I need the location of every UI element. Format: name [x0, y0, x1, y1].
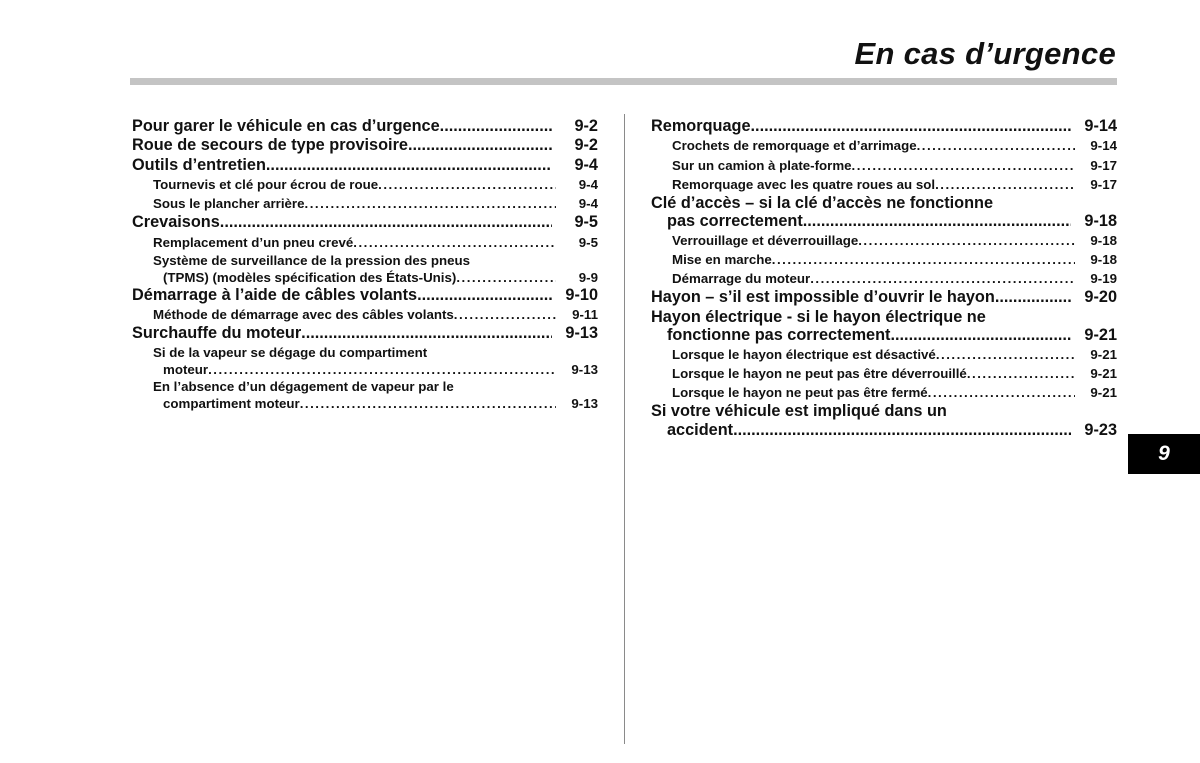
toc-entry-cle-acces-line2[interactable]	[651, 212, 1117, 231]
header-rule	[130, 78, 1117, 85]
toc-page-number: 9-13	[565, 324, 598, 343]
toc-entry-remorquage[interactable]	[651, 117, 1117, 136]
toc-entry-title: Démarrage du moteur	[672, 271, 811, 287]
toc-entry-title: Sous le plancher arrière	[153, 196, 305, 212]
toc-page-number: 9-21	[1090, 365, 1117, 381]
column-divider	[624, 114, 625, 744]
toc-subentry-hayon-deverrouille[interactable]	[651, 364, 1117, 383]
toc-subentry-vapeur-line1[interactable]: Si de la vapeur se dégage du compartiment	[153, 344, 428, 360]
toc-page-number: 9-18	[1090, 251, 1117, 267]
toc-entry-title: Remplacement d’un pneu crevé	[153, 234, 354, 250]
toc-entry-title: Lorsque le hayon électrique est désactivé	[672, 346, 936, 362]
toc-subentry-crochets[interactable]	[651, 136, 1117, 155]
toc-subentry-quatre-roues[interactable]	[651, 175, 1117, 194]
toc-entry-title: Remorquage avec les quatre roues au sol	[672, 176, 936, 192]
toc-entry-title: Méthode de démarrage avec des câbles volants	[153, 307, 454, 323]
toc-entry-hayon-electrique-line1[interactable]: Hayon électrique - si le hayon électrique ne	[651, 307, 986, 326]
toc-page-number: 9-4	[578, 196, 598, 212]
toc-subentry-demarrage-moteur[interactable]	[651, 269, 1117, 288]
toc-subentry-tpms-line2[interactable]	[132, 269, 598, 286]
toc-page-number: 9-13	[571, 395, 598, 411]
toc-subentry-tournevis[interactable]	[132, 175, 598, 194]
dot-leader	[440, 117, 552, 136]
toc-entry-surchauffe[interactable]	[132, 324, 598, 343]
dot-leader	[772, 250, 1075, 269]
toc-entry-title: Roue de secours de type provisoire	[132, 136, 408, 155]
dot-leader	[858, 231, 1075, 250]
dot-leader	[301, 324, 552, 343]
toc-subentry-methode[interactable]	[132, 305, 598, 324]
toc-entry-title: Sur un camion à plate-forme	[672, 157, 852, 173]
toc-entry-title: Pour garer le véhicule en cas d’urgence	[132, 117, 440, 135]
dot-leader	[305, 194, 556, 213]
toc-subentry-camion[interactable]	[651, 156, 1117, 175]
dot-leader	[935, 175, 1075, 194]
toc-subentry-absence-vapeur-line2[interactable]	[132, 395, 598, 412]
dot-leader	[928, 383, 1075, 402]
dot-leader	[967, 364, 1075, 383]
dot-leader	[266, 156, 552, 175]
toc-subentry-verrouillage[interactable]	[651, 231, 1117, 250]
toc-entry-title: Mise en marche	[672, 251, 772, 267]
toc-entry-title: moteur	[163, 361, 209, 377]
toc-page-number: 9-11	[572, 307, 598, 323]
toc-subentry-mise-marche[interactable]	[651, 250, 1117, 269]
toc-page-number: 9-18	[1084, 212, 1117, 231]
dot-leader	[751, 117, 1071, 136]
dot-leader	[300, 395, 556, 412]
toc-entry-title: fonctionne pas correctement	[667, 326, 891, 345]
dot-leader	[852, 156, 1075, 175]
toc-entry-title: Démarrage à l’aide de câbles volants	[132, 285, 418, 304]
dot-leader	[936, 345, 1075, 364]
dot-leader	[995, 288, 1071, 307]
toc-entry-hayon-electrique-line2[interactable]	[651, 326, 1117, 345]
toc-entry-title: pas correctement	[667, 212, 803, 231]
toc-page-number: 9-20	[1084, 288, 1117, 307]
dot-leader	[454, 305, 556, 324]
toc-entry-title: Crochets de remorquage et d’arrimage	[672, 138, 917, 154]
toc-entry-title: Crevaisons	[132, 213, 220, 232]
toc-page-number: 9-21	[1090, 384, 1117, 400]
toc-page-number: 9-5	[574, 213, 598, 232]
dot-leader	[408, 136, 552, 155]
dot-leader	[208, 361, 556, 378]
toc-page-number: 9-9	[578, 269, 598, 285]
toc-right-column	[651, 117, 1117, 439]
toc-subentry-hayon-desactive[interactable]	[651, 345, 1117, 364]
toc-entry-hayon[interactable]	[651, 288, 1117, 307]
toc-page-number: 9-4	[574, 155, 598, 174]
dot-leader	[810, 269, 1075, 288]
toc-page-number: 9-4	[578, 177, 598, 193]
chapter-tab[interactable]: 9	[1128, 434, 1200, 474]
toc-entry-title: compartiment moteur	[163, 395, 300, 411]
toc-page-number: 9-2	[574, 136, 598, 155]
toc-entry-roue-secours[interactable]	[132, 136, 598, 155]
toc-page-number: 9-5	[578, 234, 598, 250]
toc-page-number: 9-17	[1090, 176, 1117, 192]
dot-leader	[733, 421, 1071, 440]
toc-entry-title: Lorsque le hayon ne peut pas être déverrouillé	[672, 365, 967, 381]
toc-entry-demarrage-cables[interactable]	[132, 286, 598, 305]
toc-entry-title: Hayon – s’il est impossible d’ouvrir le hayon	[651, 288, 995, 307]
toc-page-number: 9-21	[1084, 326, 1117, 345]
toc-entry-accident-line1[interactable]: Si votre véhicule est impliqué dans un	[651, 402, 947, 421]
toc-entry-title: Surchauffe du moteur	[132, 324, 302, 343]
toc-subentry-vapeur-line2[interactable]	[132, 361, 598, 378]
toc-subentry-absence-vapeur-line1[interactable]: En l’absence d’un dégagement de vapeur par le	[153, 378, 454, 394]
toc-subentry-plancher[interactable]	[132, 194, 598, 213]
dot-leader	[917, 136, 1075, 155]
dot-leader	[890, 326, 1071, 345]
toc-subentry-tpms-line1[interactable]: Système de surveillance de la pression des pneus	[153, 252, 471, 268]
toc-page-number: 9-14	[1090, 138, 1117, 154]
toc-page-number: 9-17	[1090, 157, 1117, 173]
toc-entry-cle-acces-line1[interactable]: Clé d’accès – si la clé d’accès ne fonctionne	[651, 193, 994, 212]
dot-leader	[220, 213, 552, 232]
dot-leader	[353, 233, 556, 252]
page-title: En cas d’urgence	[854, 36, 1116, 71]
toc-entry-title: Lorsque le hayon ne peut pas être fermé	[672, 384, 928, 400]
toc-subentry-remplacement[interactable]	[132, 233, 598, 252]
toc-entry-crevaisons[interactable]	[132, 213, 598, 232]
toc-page-number: 9-13	[571, 361, 598, 377]
toc-entry-title: Tournevis et clé pour écrou de roue	[153, 177, 379, 193]
dot-leader	[417, 286, 552, 305]
toc-entry-outils[interactable]	[132, 156, 598, 175]
toc-page-number: 9-10	[565, 285, 598, 304]
dot-leader	[803, 212, 1071, 231]
toc-page-number: 9-21	[1090, 346, 1117, 362]
toc-page-number: 9-23	[1084, 420, 1117, 439]
toc-page-number: 9-19	[1090, 271, 1117, 287]
dot-leader	[378, 175, 556, 194]
toc-page-number: 9-14	[1084, 117, 1117, 135]
toc-subentry-hayon-ferme[interactable]	[651, 383, 1117, 402]
toc-entry-title: Outils d’entretien	[132, 155, 266, 174]
toc-entry-title: (TPMS) (modèles spécification des États-Unis)	[163, 269, 457, 285]
toc-entry-title: Remorquage	[651, 117, 751, 135]
toc-entry-title: accident	[667, 420, 734, 439]
toc-entry-accident-line2[interactable]	[651, 421, 1117, 440]
toc-page-number: 9-18	[1090, 232, 1117, 248]
toc-page-number: 9-2	[574, 117, 598, 135]
toc-entry-title: Verrouillage et déverrouillage	[672, 232, 859, 248]
toc-left-column	[132, 117, 598, 412]
dot-leader	[456, 269, 556, 286]
toc-entry-garer[interactable]	[132, 117, 598, 136]
